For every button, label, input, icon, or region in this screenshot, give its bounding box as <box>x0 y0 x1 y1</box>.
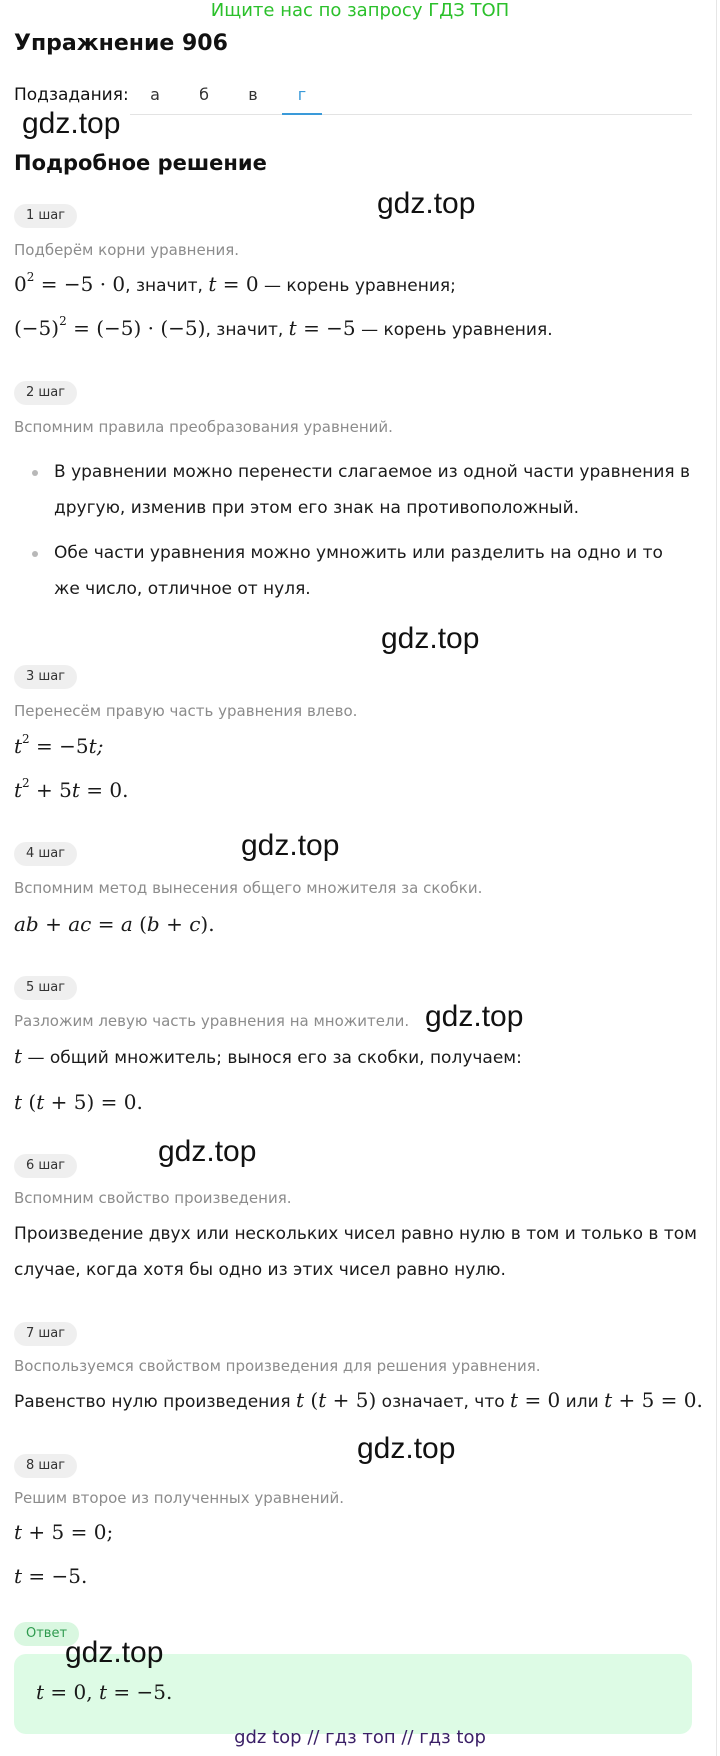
math-expression: t + 5 = 0; <box>14 1520 114 1544</box>
math-expression: t + 5 = 0. <box>604 1388 703 1412</box>
step-badge: 3 шаг <box>14 665 77 689</box>
step-hint: Подберём корни уравнения. <box>14 241 240 259</box>
step-line <box>14 316 553 340</box>
step-text: , значит, <box>205 320 289 340</box>
math-expression: t <box>14 1044 23 1068</box>
page-border <box>716 0 717 1756</box>
math-expression: t = −5. <box>14 1564 88 1588</box>
math-expression: t = −5 <box>288 316 356 340</box>
step-badge: 8 шаг <box>14 1454 77 1478</box>
answer-badge: Ответ <box>14 1622 79 1646</box>
bullet-text: В уравнении можно перенести слагаемое из одной части уравнения в другую, изменив при этом его знак на противоположный. <box>54 462 691 518</box>
step-text: означает, что <box>376 1392 511 1412</box>
math-expression: t (t + 5) = 0. <box>14 1090 143 1114</box>
watermark: gdz.top <box>241 829 340 862</box>
watermark: gdz.top <box>381 622 480 655</box>
promo-banner[interactable]: Ищите нас по запросу ГДЗ ТОП <box>210 0 510 21</box>
watermark: gdz.top <box>22 107 121 140</box>
step-hint: Решим второе из полученных уравнений. <box>14 1489 344 1507</box>
math-expression: $t^2 = -5t$; <box>14 732 104 758</box>
footer-links[interactable]: gdz top // гдз топ // гдз top <box>234 1727 486 1748</box>
step-badge: 7 шаг <box>14 1322 77 1346</box>
answer-expression: t = 0, t = −5. <box>36 1680 173 1704</box>
step-hint: Перенесём правую часть уравнения влево. <box>14 702 358 720</box>
step-text: — корень уравнения. <box>355 320 553 340</box>
tab-v[interactable]: в <box>248 85 258 104</box>
step-text: или <box>560 1392 605 1412</box>
step-text: — корень уравнения; <box>258 276 456 296</box>
step-line <box>14 272 456 296</box>
step-text: — общий множитель; вынося его за скобки, получаем: <box>22 1048 522 1068</box>
subtasks-label: Подзадания: <box>14 85 129 105</box>
watermark: gdz.top <box>357 1432 456 1465</box>
step-badge: 4 шаг <box>14 842 77 866</box>
bullet-text: Обе части уравнения можно умножить или разделить на одно и то же число, отличное от нуля. <box>54 543 663 599</box>
page-title: Упражнение 906 <box>14 31 228 56</box>
step-text: Равенство нулю произведения <box>14 1392 296 1412</box>
step-hint: Разложим левую часть уравнения на множители. <box>14 1012 410 1030</box>
section-title: Подробное решение <box>14 151 267 175</box>
bullet-icon <box>32 470 38 476</box>
step-text: случае, когда хотя бы одно из этих чисел равно нулю. <box>14 1260 506 1280</box>
tab-b[interactable]: б <box>199 85 209 104</box>
step-hint: Воспользуемся свойством произведения для решения уравнения. <box>14 1357 541 1375</box>
step-badge: 2 шаг <box>14 381 77 405</box>
math-expression: t (t + 5) <box>295 1388 377 1412</box>
math-expression: t = 0 <box>208 272 259 296</box>
step-badge: 5 шаг <box>14 976 77 1000</box>
tabs-divider <box>130 114 692 115</box>
active-tab-indicator <box>282 113 322 115</box>
tab-a[interactable]: а <box>150 85 160 104</box>
step-badge: 1 шаг <box>14 204 77 228</box>
step-text: , значит, <box>125 276 209 296</box>
step-line <box>14 1044 522 1068</box>
math-expression: t = 0 <box>510 1388 561 1412</box>
step-text: Произведение двух или нескольких чисел равно нулю в том и только в том <box>14 1224 697 1244</box>
math-expression: $(-5)^2 = (-5) \cdot (-5)$ <box>14 314 206 340</box>
step-line <box>14 1388 703 1412</box>
math-expression: $t^2 + 5t = 0$. <box>14 776 129 802</box>
bullet-icon <box>32 551 38 557</box>
math-expression: ab + ac = a (b + c). <box>14 912 215 936</box>
step-hint: Вспомним правила преобразования уравнений. <box>14 418 393 436</box>
math-expression: $0^2 = -5 \cdot 0$ <box>14 270 126 296</box>
watermark: gdz.top <box>425 1000 524 1033</box>
step-hint: Вспомним метод вынесения общего множителя за скобки. <box>14 879 483 897</box>
tab-g[interactable]: г <box>297 85 307 104</box>
watermark: gdz.top <box>158 1135 257 1168</box>
watermark: gdz.top <box>377 187 476 220</box>
step-badge: 6 шаг <box>14 1154 77 1178</box>
step-hint: Вспомним свойство произведения. <box>14 1189 292 1207</box>
watermark: gdz.top <box>65 1636 164 1669</box>
